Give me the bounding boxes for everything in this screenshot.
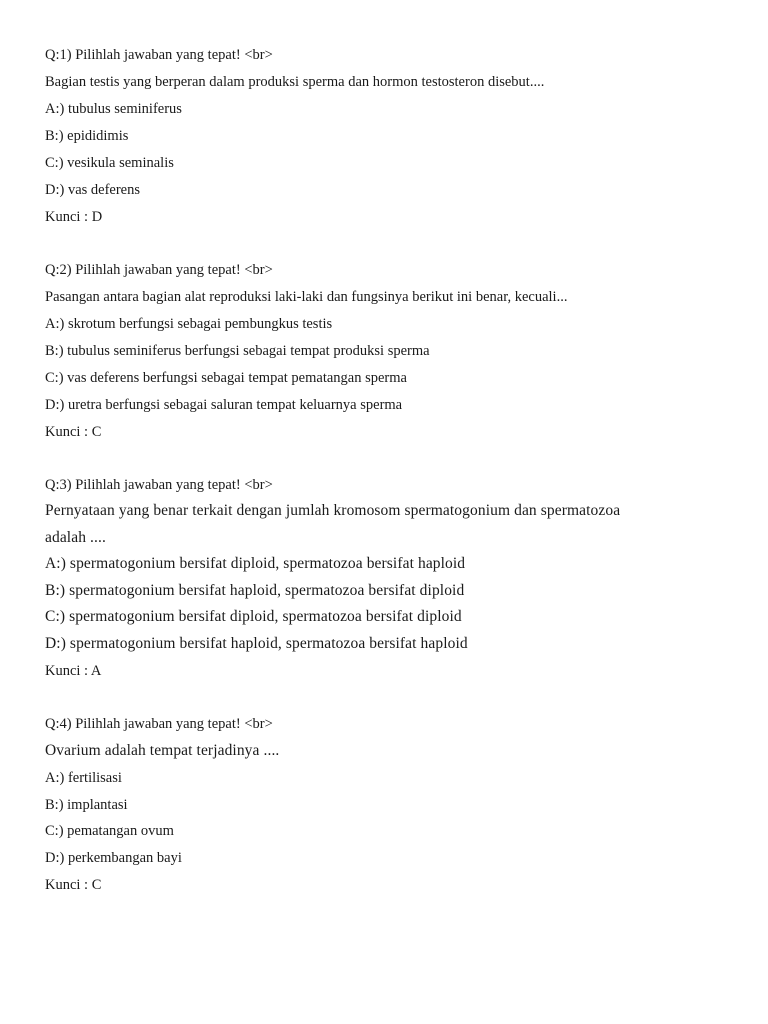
question-3-option-b: B:) spermatogonium bersifat haploid, spermatozoa bersifat diploid	[45, 582, 465, 599]
question-3-stem-line-1: Pernyataan yang benar terkait dengan jumlah kromosom spermatogonium dan spermatozoa	[45, 502, 621, 519]
question-4-option-c: C:) pematangan ovum	[45, 823, 174, 839]
question-1-stem: Bagian testis yang berperan dalam produksi sperma dan hormon testosteron disebut....	[45, 74, 545, 90]
question-2-option-c: C:) vas deferens berfungsi sebagai tempat pematangan sperma	[45, 370, 407, 386]
question-1-key: Kunci : D	[45, 209, 103, 225]
question-4-option-d: D:) perkembangan bayi	[45, 850, 182, 866]
question-1-option-a: A:) tubulus seminiferus	[45, 101, 182, 117]
question-3-header: Q:3) Pilihlah jawaban yang tepat! <br>	[45, 477, 273, 493]
question-1-option-d: D:) vas deferens	[45, 182, 141, 198]
question-3-option-a: A:) spermatogonium bersifat diploid, spermatozoa bersifat haploid	[45, 555, 466, 572]
question-1-header: Q:1) Pilihlah jawaban yang tepat! <br>	[45, 47, 273, 63]
question-2-option-a: A:) skrotum berfungsi sebagai pembungkus testis	[45, 316, 333, 332]
question-1-option-c: C:) vesikula seminalis	[45, 155, 174, 171]
question-3-option-d: D:) spermatogonium bersifat haploid, spermatozoa bersifat haploid	[45, 635, 468, 652]
question-2-header: Q:2) Pilihlah jawaban yang tepat! <br>	[45, 262, 273, 278]
question-4-key: Kunci : C	[45, 877, 102, 893]
question-4-stem: Ovarium adalah tempat terjadinya ....	[45, 742, 280, 759]
question-2-key: Kunci : C	[45, 424, 102, 440]
question-4-option-a: A:) fertilisasi	[45, 770, 122, 786]
question-2-option-b: B:) tubulus seminiferus berfungsi sebagai tempat produksi sperma	[45, 343, 430, 359]
question-4-header: Q:4) Pilihlah jawaban yang tepat! <br>	[45, 716, 273, 732]
question-2-option-d: D:) uretra berfungsi sebagai saluran tempat keluarnya sperma	[45, 397, 403, 413]
question-2-stem: Pasangan antara bagian alat reproduksi laki-laki dan fungsinya berikut ini benar, kecuali...	[45, 289, 568, 305]
question-3-option-c: C:) spermatogonium bersifat diploid, spermatozoa bersifat diploid	[45, 608, 462, 625]
question-4-option-b: B:) implantasi	[45, 797, 128, 813]
question-3-key: Kunci : A	[45, 663, 102, 679]
question-3-stem-line-2: adalah ....	[45, 529, 106, 546]
question-1-option-b: B:) epididimis	[45, 128, 129, 144]
